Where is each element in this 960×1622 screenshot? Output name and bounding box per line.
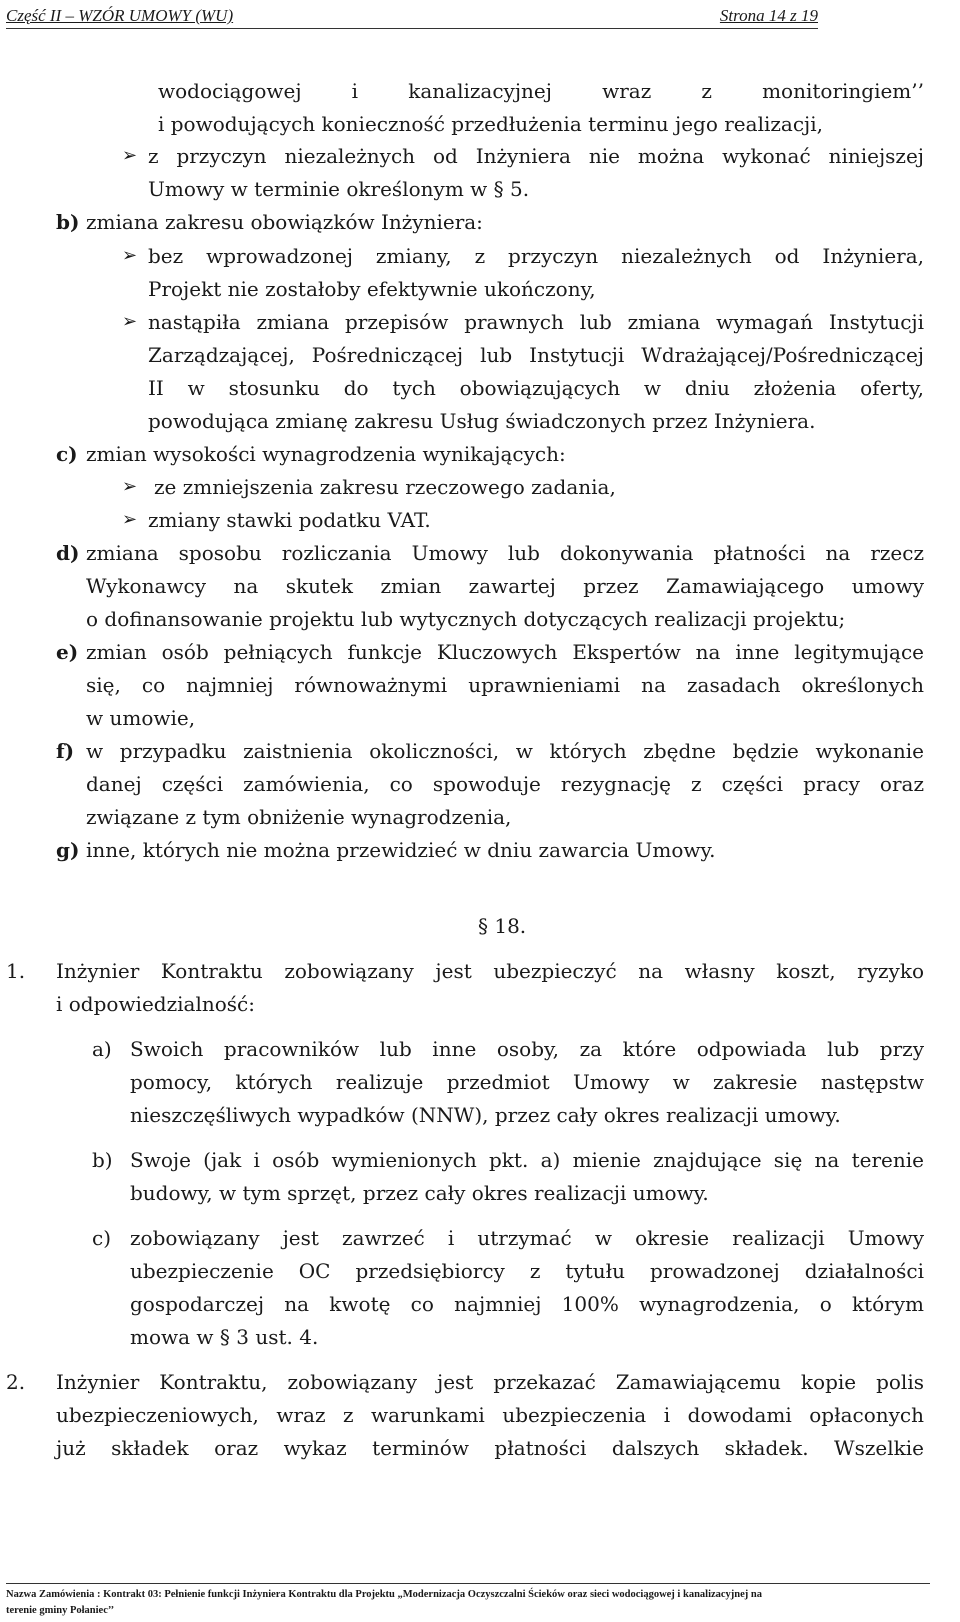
text-line: już składek oraz wykaz terminów płatności dalszych składek. Wszelkie [56, 1436, 924, 1460]
text-line: Projekt nie zostałoby efektywnie ukończony, [148, 277, 596, 301]
text-line: związane z tym obniżenie wynagrodzenia, [86, 805, 512, 829]
section-heading: § 18. [478, 914, 527, 938]
text-line: Wykonawcy na skutek zmian zawartej przez Zamawiającego umowy [86, 574, 924, 598]
text-line: w umowie, [86, 706, 196, 730]
item-label: b) [56, 210, 80, 234]
bullet-arrow-icon: ➢ [122, 476, 138, 497]
text-line: Inżynier Kontraktu zobowiązany jest ubezpieczyć na własny koszt, ryzyko [56, 959, 924, 983]
bullet-arrow-icon: ➢ [122, 311, 138, 332]
point-number: 1. [6, 959, 26, 983]
text-line: o dofinansowanie projektu lub wytycznych dotyczących realizacji projektu; [86, 607, 846, 631]
item-label: f) [56, 739, 75, 763]
text-line: powodująca zmianę zakresu Usług świadczonych przez Inżyniera. [148, 409, 816, 433]
text-line: zmian osób pełniących funkcje Kluczowych Ekspertów na inne legitymujące [86, 640, 924, 664]
page-header [6, 2, 818, 29]
text-line: nastąpiła zmiana przepisów prawnych lub zmiana wymagań Instytucji [148, 310, 924, 334]
bullet-arrow-icon: ➢ [122, 245, 138, 266]
point-number: 2. [6, 1370, 26, 1394]
item-label: g) [56, 838, 80, 862]
text-line: zobowiązany jest zawrzeć i utrzymać w okresie realizacji Umowy [130, 1226, 924, 1250]
text-line: ubezpieczenie OC przedsiębiorcy z tytułu prowadzonej działalności [130, 1259, 924, 1283]
text-line: Swoje (jak i osób wymienionych pkt. a) mienie znajdujące się na terenie [130, 1148, 924, 1172]
text-line: inne, których nie można przewidzieć w dniu zawarcia Umowy. [86, 838, 716, 862]
text-line: w przypadku zaistnienia okoliczności, w których zbędne będzie wykonanie [86, 739, 924, 763]
text-line: gospodarczej na kwotę co najmniej 100% wynagrodzenia, o którym [130, 1292, 924, 1316]
text-line: Inżynier Kontraktu, zobowiązany jest przekazać Zamawiającemu kopie polis [56, 1370, 924, 1394]
text-line: zmiany stawki podatku VAT. [148, 508, 431, 532]
text-line: ze zmniejszenia zakresu rzeczowego zadania, [154, 475, 616, 499]
text-line: Zarządzającej, Pośredniczącej lub Instytucji Wdrażającej/Pośredniczącej [148, 343, 924, 367]
text-line: z przyczyn niezależnych od Inżyniera nie można wykonać niniejszej [148, 144, 924, 168]
page-footer [6, 1583, 930, 1619]
subpoint-label: a) [92, 1037, 112, 1061]
text-line: Swoich pracowników lub inne osoby, za które odpowiada lub przy [130, 1037, 924, 1061]
footer-line: Nazwa Zamówienia : Kontrakt 03: Pełnienie funkcji Inżyniera Kontraktu dla Projektu „Modernizacja Oczyszczalni Ścieków oraz sieci wodociągowej i kanalizacyjnej na [6, 1589, 763, 1600]
header-page-number: Strona 14 z 19 [719, 6, 818, 25]
text-line: zmiana sposobu rozliczania Umowy lub dokonywania płatności na rzecz [86, 541, 924, 565]
footer-line: terenie gminy Połaniec’’ [6, 1605, 115, 1616]
text-line: II w stosunku do tych obowiązujących w dniu złożenia oferty, [148, 376, 924, 400]
item-title: zmian wysokości wynagrodzenia wynikających: [86, 442, 566, 466]
item-label: e) [56, 640, 79, 664]
text-line: pomocy, których realizuje przedmiot Umowy w zakresie następstw [130, 1070, 924, 1094]
item-label: d) [56, 541, 80, 565]
text-line: bez wprowadzonej zmiany, z przyczyn niezależnych od Inżyniera, [148, 244, 924, 268]
item-label: c) [56, 442, 78, 466]
text-line: danej części zamówienia, co spowoduje rezygnację z części pracy oraz [86, 772, 924, 796]
bullet-arrow-icon: ➢ [122, 145, 138, 166]
text-line: mowa w § 3 ust. 4. [130, 1325, 319, 1349]
subpoint-label: c) [92, 1226, 112, 1250]
subpoint-label: b) [92, 1148, 113, 1172]
text-line: budowy, w tym sprzęt, przez cały okres realizacji umowy. [130, 1181, 709, 1205]
text-line: nieszczęśliwych wypadków (NNW), przez cały okres realizacji umowy. [130, 1103, 841, 1127]
text-line: się, co najmniej równoważnymi uprawnieniami na zasadach określonych [86, 673, 924, 697]
text-line: i powodujących konieczność przedłużenia terminu jego realizacji, [158, 112, 823, 136]
text-line: i odpowiedzialność: [56, 992, 255, 1016]
bullet-arrow-icon: ➢ [122, 509, 138, 530]
header-part-title: Część II – WZÓR UMOWY (WU) [6, 6, 234, 25]
item-title: zmiana zakresu obowiązków Inżyniera: [86, 210, 483, 234]
text-line: wodociągowej i kanalizacyjnej wraz z monitoringiem’’ [158, 79, 924, 103]
text-line: ubezpieczeniowych, wraz z warunkami ubezpieczenia i dowodami opłaconych [56, 1403, 924, 1427]
text-line: Umowy w terminie określonym w § 5. [148, 177, 530, 201]
